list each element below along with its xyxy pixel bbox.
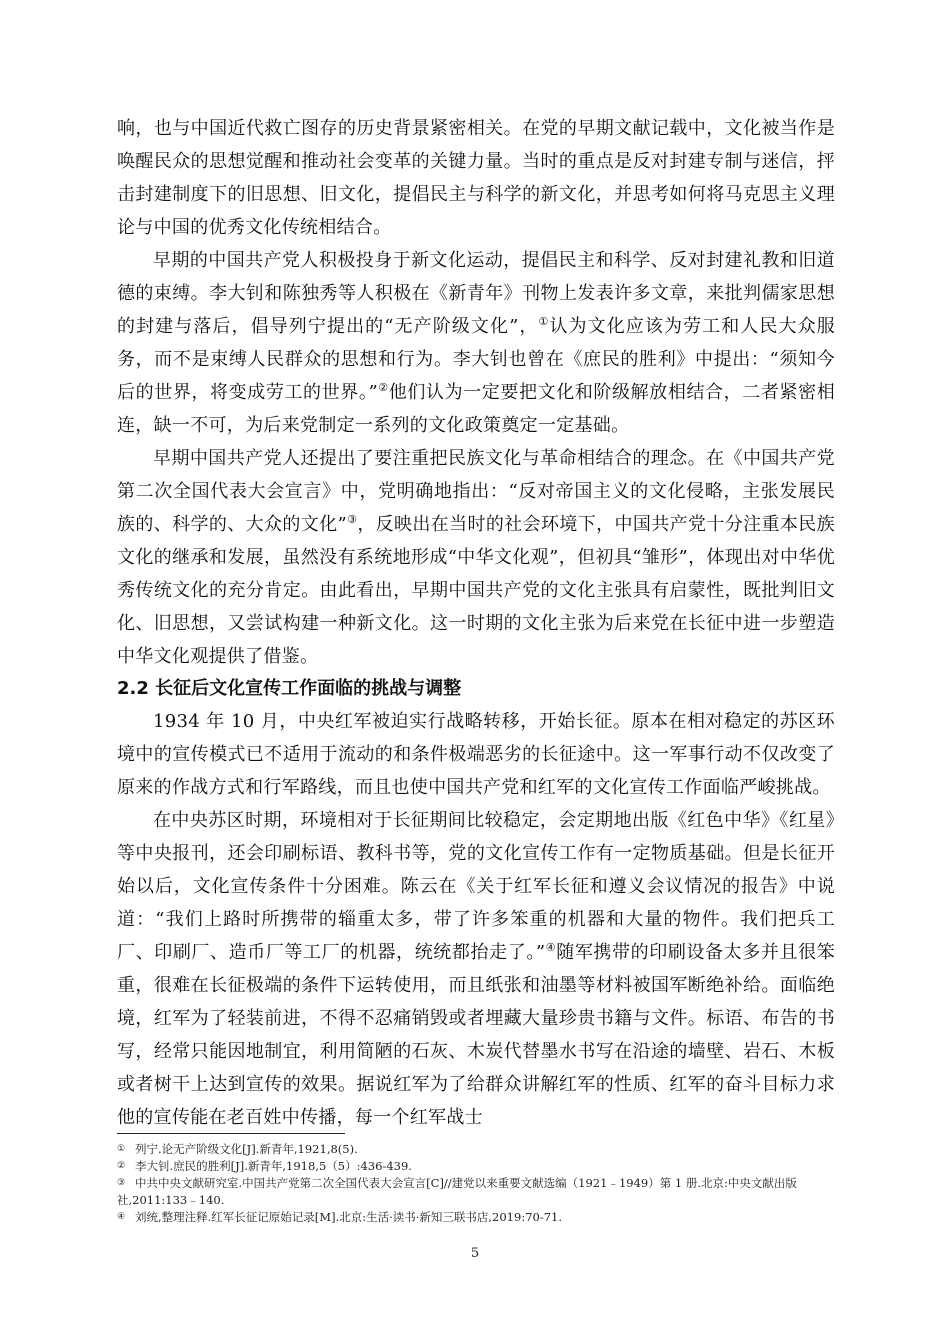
- paragraph: 早期的中国共产党人积极投身于新文化运动，提倡民主和科学、反对封建礼教和旧道德的束缚。李大钊和陈独秀等人积极在《新青年》刊物上发表许多文章，来批判儒家思想的封建与落后，倡导列宁提出的“无产阶级文化”，①认为文化应该为劳工和人民大众服务，而不是束缚人民群众的思想和行为。李大钊也曾在《庶民的胜利》中提出：“须知今后的世界，将变成劳工的世界。”②他们认为一定要把文化和阶级解放相结合，二者紧密相连，缺一不可，为后来党制定一系列的文化政策奠定一定基础。: [117, 250, 835, 436]
- footnote: ④ 刘统,整理注释.红军长征记原始记录[M].北京:生活·读书·新知三联书店,2019:70-71.: [117, 1210, 563, 1224]
- footnotes: [117, 1141, 835, 1226]
- page-number: 5: [470, 1246, 480, 1261]
- paragraph: 早期中国共产党人还提出了要注重把民族文化与革命相结合的理念。在《中国共产党第二次全国代表大会宣言》中，党明确地指出：“反对帝国主义的文化侵略，主张发展民族的、科学的、大众的文化”③，反映出在当时的社会环境下，中国共产党十分注重本民族文化的继承和发展，虽然没有系统地形成“中华文化观”，但初具“雏形”，体现出对中华优秀传统文化的充分肯定。由此看出，早期中国共产党的文化主张具有启蒙性，既批判旧文化、旧思想，又尝试构建一种新文化。这一时期的文化主张为后来党在长征中进一步塑造中华文化观提供了借鉴。: [117, 448, 835, 667]
- footnote-ref[interactable]: ①: [538, 315, 550, 328]
- footnote: ③ 中共中央文献研究室.中国共产党第二次全国代表大会宣言[C]//建党以来重要文献选编（1921﹣1949）第 1 册.北京:中央文献出版社,2011:133﹣140.: [117, 1176, 797, 1207]
- footnote-ref[interactable]: ②: [377, 381, 389, 394]
- section-heading: 2.2 长征后文化宣传工作面临的挑战与调整: [117, 678, 462, 699]
- footnote-ref[interactable]: ④: [545, 941, 557, 954]
- paragraph: 响，也与中国近代救亡图存的历史背景紧密相关。在党的早期文献记载中，文化被当作是唤醒民众的思想觉醒和推动社会变革的关键力量。当时的重点是反对封建专制与迷信，抨击封建制度下的旧思想、旧文化，提倡民主与科学的新文化，并思考如何将马克思主义理论与中国的优秀文化传统相结合。: [117, 118, 835, 238]
- footnote-ref[interactable]: ③: [347, 513, 358, 526]
- page-body: [117, 112, 835, 1134]
- footnote: ① 列宁.论无产阶级文化[J].新青年,1921,8(5).: [117, 1142, 358, 1156]
- paragraph: 在中央苏区时期，环境相对于长征期间比较稳定，会定期地出版《红色中华》《红星》等中央报刊，还会印刷标语、教科书等，党的文化宣传工作有一定物质基础。但是长征开始以后，文化宣传条件十分困难。陈云在《关于红军长征和遵义会议情况的报告》中说道：“我们上路时所携带的辎重太多，带了许多笨重的机器和大量的物件。我们把兵工厂、印刷厂、造币厂等工厂的机器，统统都抬走了。”④随军携带的印刷设备太多并且很笨重，很难在长征极端的条件下运转使用，而且纸张和油墨等材料被国军断绝补给。面临绝境，红军为了轻装前进，不得不忍痛销毁或者埋藏大量珍贵书籍与文件。标语、布告的书写，经常只能因地制宜，利用简陋的石灰、木炭代替墨水书写在沿途的墙壁、岩石、木板或者树干上达到宣传的效果。据说红军为了给群众讲解红军的性质、红军的奋斗目标力求他的宣传能在老百姓中传播，每一个红军战士: [117, 810, 835, 1128]
- footnote-separator: [117, 1133, 345, 1134]
- footnote: ② 李大钊.庶民的胜利[J].新青年,1918,5（5）:436-439.: [117, 1159, 412, 1173]
- paragraph: 1934 年 10 月，中央红军被迫实行战略转移，开始长征。原本在相对稳定的苏区环境中的宣传模式已不适用于流动的和条件极端恶劣的长征途中。这一军事行动不仅改变了原来的作战方式和行军路线，而且也使中国共产党和红军的文化宣传工作面临严峻挑战。: [117, 711, 835, 798]
